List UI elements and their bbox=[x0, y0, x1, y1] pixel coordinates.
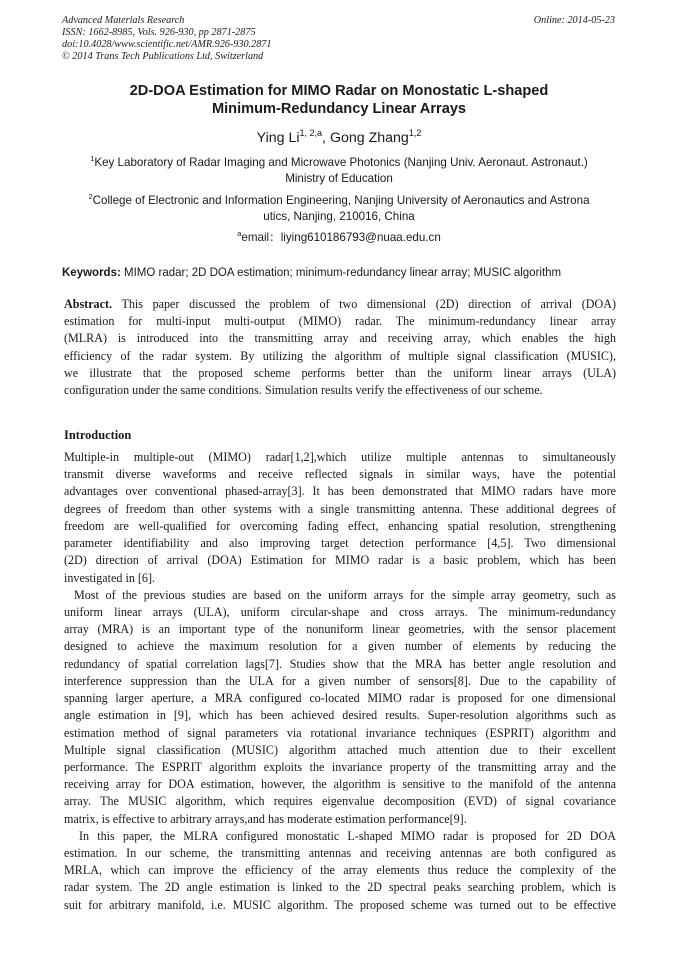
body-line: performance. The ESPRIT algorithm exploits the invariance property of the transmitting array and the bbox=[64, 759, 616, 774]
paper-title bbox=[62, 82, 616, 118]
body-line: array. The MUSIC algorithm, which requires eigenvalue decomposition (EVD) of signal covariance bbox=[64, 794, 616, 809]
body-line: redundancy of spatial correlation lags[7]. Studies show that the MRA has better angle resolution and bbox=[64, 656, 616, 671]
affiliation-1 bbox=[62, 155, 616, 187]
body-line: uniform linear arrays (ULA), uniform circular-shape and cross arrays. The minimum-redundancy bbox=[64, 604, 616, 619]
affiliation-text: Key Laboratory of Radar Imaging and Microwave Photonics (Nanjing Univ. Aeronaut. Astronaut.) bbox=[94, 156, 588, 169]
body-line: designed to achieve the maximum resolution for a given number of elements by reducing the bbox=[64, 639, 616, 654]
author-affiliation-mark: 1,2 bbox=[408, 128, 422, 138]
body-line: Multiple-in multiple-out (MIMO) radar[1,2],which utilize multiple antennas to simultaneously bbox=[64, 450, 616, 464]
author-name: Gong Zhang bbox=[329, 130, 409, 146]
body-line: interference suppression than the ULA for a given number of sensors[8]. Due to the capability of bbox=[64, 673, 616, 688]
body-line: transmit diverse waveforms and receive reflected signals in similar ways, have the potential bbox=[64, 467, 616, 482]
email-line bbox=[62, 230, 616, 246]
affiliation-text: utics, Nanjing, 210016, China bbox=[263, 210, 415, 223]
introduction-body bbox=[64, 449, 616, 914]
author-affiliation-mark: 1, 2,a bbox=[299, 128, 323, 138]
body-line: radar system. The 2D angle estimation is linked to the 2D spectral peaks searching problem, which is bbox=[64, 880, 616, 895]
email-label: email： bbox=[241, 231, 281, 244]
body-line: array (MRA) is an important type of the nonuniform linear geometries, with the sensor placement bbox=[64, 622, 616, 637]
journal-copyright: © 2014 Trans Tech Publications Ltd, Switzerland bbox=[62, 51, 264, 62]
body-line: receiving array for DOA estimation, however, the algorithm is sensitive to the manifold of the antenna bbox=[64, 777, 616, 792]
affiliation-text: Ministry of Education bbox=[285, 172, 393, 185]
journal-issn: ISSN: 1662-8985, Vols. 926-930, pp 2871-2875 bbox=[62, 27, 256, 38]
email-mark: a bbox=[237, 229, 242, 238]
author-name: Ying Li bbox=[256, 130, 300, 146]
body-line: freedom are well-qualified for overcoming fading effect, enhancing spatial resolution, strengthening bbox=[64, 518, 616, 533]
body-line: investigated in [6]. bbox=[64, 570, 156, 585]
affiliation-mark: 2 bbox=[88, 192, 93, 201]
body-line: In this paper, the MLRA configured monostatic L-shaped MIMO radar is proposed for 2D DOA bbox=[79, 828, 616, 843]
keywords bbox=[62, 266, 561, 280]
body-line: MRLA, which can improve the efficiency of the array elements thus reduce the complexity of the bbox=[64, 863, 616, 878]
abstract-line: (MLRA) is introduced into the transmitting array and receiving array, which enables the high bbox=[64, 331, 616, 346]
body-line: matrix, is effective to arbitrary arrays,and has moderate estimation performance[9]. bbox=[64, 811, 467, 826]
title-line-1: 2D-DOA Estimation for MIMO Radar on Monostatic L-shaped bbox=[129, 83, 549, 99]
abstract-line: we illustrate that the proposed scheme performs better than the uniform linear arrays (ULA) bbox=[64, 365, 616, 380]
author-list bbox=[62, 129, 616, 147]
body-line: Multiple signal classification (MUSIC) algorithm attached much attention due to their excellent bbox=[64, 742, 616, 757]
abstract-line: This paper discussed the problem of two dimensional (2D) direction of arrival (DOA) bbox=[112, 297, 616, 311]
body-line: angle estimation in [9], which has been achieved desired results. Super-resolution algorithms such as bbox=[64, 708, 616, 723]
body-line: spanning larger aperture, a MRA configured co-located MIMO radar is proposed for one dimensional bbox=[64, 691, 616, 706]
keywords-label: Keywords: bbox=[62, 267, 121, 279]
journal-name: Advanced Materials Research bbox=[62, 15, 185, 26]
journal-doi: doi:10.4028/www.scientific.net/AMR.926-930.2871 bbox=[62, 39, 272, 50]
online-date: Online: 2014-05-23 bbox=[533, 15, 615, 26]
body-line: parameter identifiability and also improving target detection performance [4,5]. Two dimensional bbox=[64, 536, 616, 551]
author-separator: , bbox=[322, 130, 330, 146]
body-line: Most of the previous studies are based on the uniform arrays for the simple array geometry, such as bbox=[74, 587, 616, 602]
body-line: degrees of freedom than other systems with a single transmitting antenna. These additional degrees of bbox=[64, 501, 616, 516]
body-line: estimation. In our scheme, the transmitting antennas and receiving antennas are both configured as bbox=[64, 846, 616, 861]
email-address[interactable]: liying610186793@nuaa.edu.cn bbox=[280, 231, 441, 244]
body-line: estimation method of signal parameters via rotational invariance techniques (ESPRIT) algorithm and bbox=[64, 725, 616, 740]
body-line: advantages over conventional phased-array[3]. It has been demonstrated that MIMO radars have more bbox=[64, 484, 616, 499]
title-line-2: Minimum-Redundancy Linear Arrays bbox=[211, 101, 467, 117]
body-line: suit for arbitrary manifold, i.e. MUSIC algorithm. The proposed scheme was turned out to be effective bbox=[64, 897, 616, 912]
journal-header bbox=[62, 15, 271, 63]
section-heading-introduction: Introduction bbox=[64, 428, 132, 442]
abstract-line: efficiency of the radar system. By utilizing the algorithm of multiple signal classification (MUSIC), bbox=[64, 348, 616, 363]
abstract-line: configuration under the same conditions. Simulation results verify the effectiveness of our scheme. bbox=[64, 382, 543, 397]
abstract bbox=[64, 296, 616, 399]
keywords-text: MIMO radar; 2D DOA estimation; minimum-redundancy linear array; MUSIC algorithm bbox=[120, 267, 562, 279]
affiliation-mark: 1 bbox=[90, 154, 95, 163]
body-line: (2D) direction of arrival (DOA) Estimation for MIMO radar is a basic problem, which has been bbox=[64, 553, 616, 568]
affiliation-text: College of Electronic and Information Engineering, Nanjing University of Aeronautics and Astrona bbox=[92, 194, 590, 207]
abstract-label: Abstract. bbox=[64, 297, 113, 311]
abstract-line: estimation for multi-input multi-output (MIMO) radar. The minimum-redundancy linear array bbox=[64, 314, 616, 329]
affiliation-2 bbox=[62, 193, 616, 225]
